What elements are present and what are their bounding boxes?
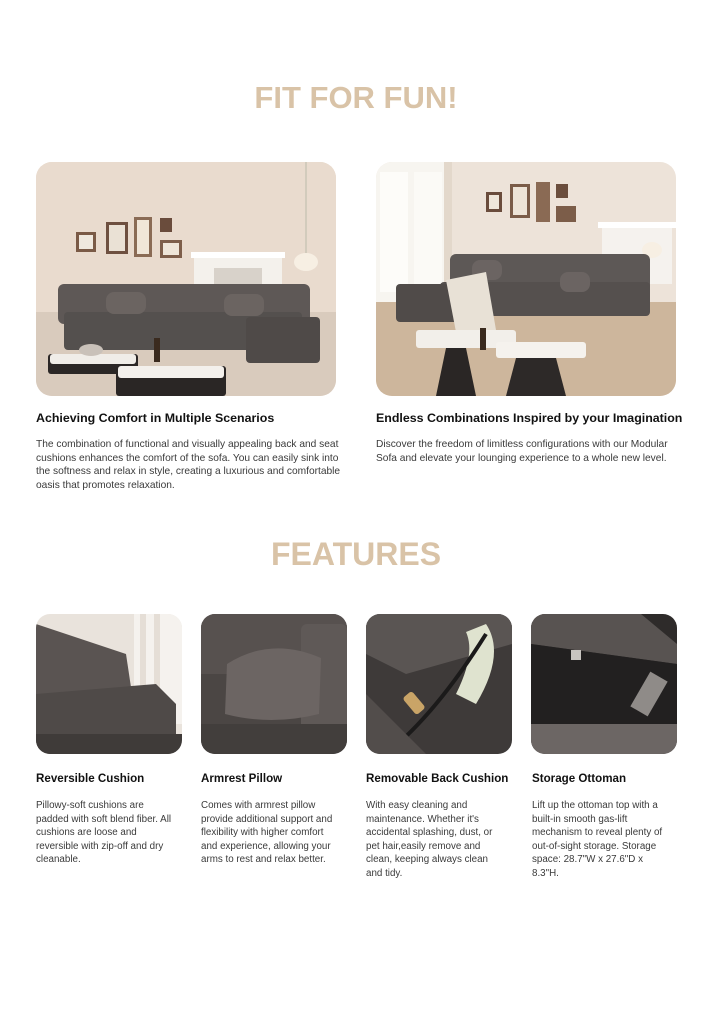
scenario-heading: Achieving Comfort in Multiple Scenarios — [36, 411, 275, 425]
page-title: FIT FOR FUN! — [254, 80, 458, 115]
feature-heading: Removable Back Cushion — [366, 772, 509, 785]
feature-body: Pillowy-soft cushions are padded with soft blend fiber. All cushions are loose and reversible with zip-off and dry cleanable. — [36, 800, 172, 865]
scenario-body: Discover the freedom of limitless configurations with our Modular Sofa and elevate your lounging experience to a whole new level. — [376, 439, 668, 464]
feature-heading: Reversible Cushion — [36, 772, 145, 785]
removable-back-cushion-photo — [366, 614, 512, 754]
feature-body: Comes with armrest pillow provide additional support and flexibility with higher comfort and experience, allowing your arms to rest and relax better. — [201, 800, 333, 865]
reversible-cushion-photo — [36, 614, 182, 754]
storage-ottoman-photo — [531, 614, 677, 754]
living-room-photo — [36, 162, 336, 396]
armrest-pillow-photo — [201, 614, 347, 754]
scenario-body: The combination of functional and visually appealing back and seat cushions enhances the comfort of the sofa. You can easily sink into the softness and relax in style, creating a luxurious and comfortable oasis that promotes relaxation. — [36, 439, 341, 491]
feature-body: Lift up the ottoman top with a built-in smooth gas-lift mechanism to reveal plenty of out-of-sight storage. Storage space: 28.7"W x 27.6"D x 8.3"H. — [532, 800, 663, 879]
feature-heading: Storage Ottoman — [532, 772, 627, 785]
features-title: FEATURES — [270, 536, 442, 572]
feature-heading: Armrest Pillow — [201, 772, 283, 785]
scenario-heading: Endless Combinations Inspired by your Imagination — [376, 411, 683, 425]
modular-sofa-photo — [376, 162, 676, 396]
feature-body: With easy cleaning and maintenance. Whether it's accidental splashing, dust, or pet hair,easily remove and clean, keeping always clean and tidy. — [366, 800, 493, 879]
